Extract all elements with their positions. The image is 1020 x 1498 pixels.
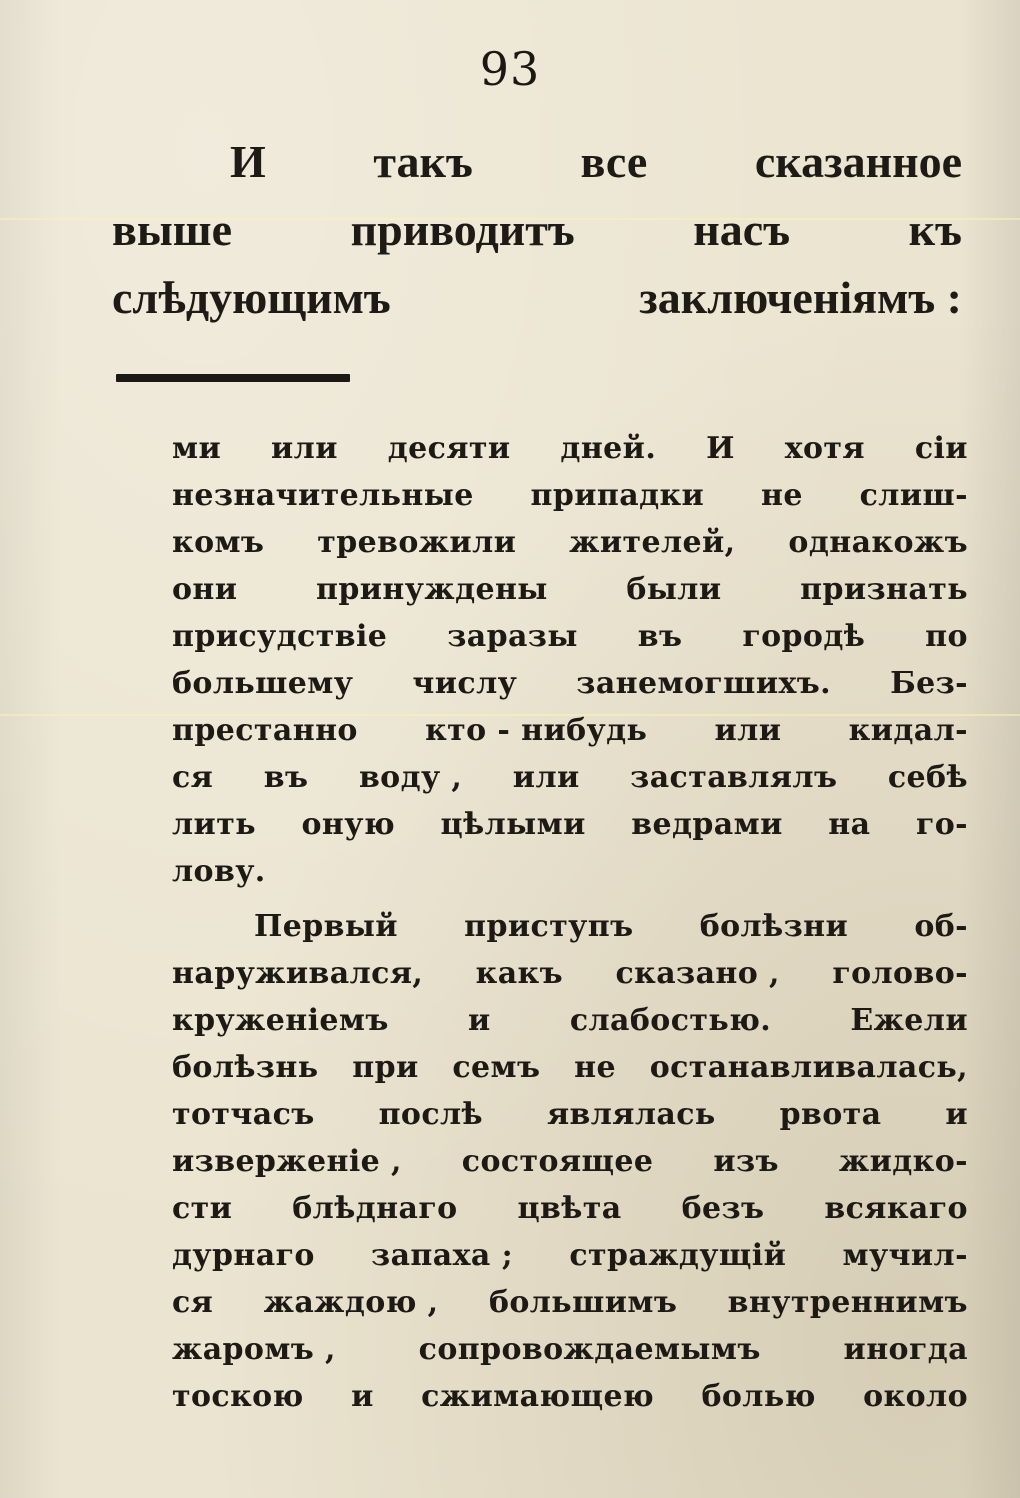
word: на	[828, 807, 871, 842]
word: присудствіе	[172, 619, 388, 654]
word: однакожъ	[788, 525, 968, 560]
word: воду ,	[358, 760, 463, 795]
word: дурнаго	[172, 1238, 315, 1273]
word: престанно	[172, 713, 358, 748]
word: ми	[172, 431, 222, 466]
heading-text-line	[112, 128, 962, 196]
word: все	[580, 136, 648, 187]
word: тотчасъ	[172, 1097, 315, 1132]
word: кто - нибудь	[425, 713, 648, 748]
word: въ	[637, 619, 683, 654]
word: тоскою	[172, 1379, 304, 1414]
word: заразы	[447, 619, 578, 654]
word: цвѣта	[517, 1191, 622, 1226]
word: дней.	[560, 431, 657, 466]
word: сти	[172, 1191, 233, 1226]
word: къ	[908, 204, 962, 255]
paragraph-1-line	[172, 754, 968, 801]
word: сказанное	[754, 136, 962, 187]
word: признать	[800, 572, 968, 607]
upper-text-block	[112, 128, 962, 332]
word: лову.	[172, 854, 266, 889]
word: лить	[172, 807, 256, 842]
paragraph-1-line	[172, 707, 968, 754]
word: жидко-	[838, 1144, 968, 1179]
paragraph-1-line	[172, 425, 968, 472]
word: голово-	[832, 956, 968, 991]
word: сіи	[914, 431, 968, 466]
word: являлась	[546, 1097, 716, 1132]
word: внутреннимъ	[727, 1285, 968, 1320]
paragraph-2-line	[172, 903, 968, 950]
word: большему	[172, 666, 354, 701]
paragraph-2-line	[172, 1373, 968, 1420]
word: ведрами	[631, 807, 783, 842]
word: безъ	[681, 1191, 765, 1226]
word: сопровождаемымъ	[418, 1332, 761, 1367]
word: или	[512, 760, 580, 795]
word: ся	[172, 1285, 214, 1320]
paragraph-2-line	[172, 997, 968, 1044]
word: изъ	[713, 1144, 779, 1179]
word: принуждены	[316, 572, 548, 607]
word: выше	[112, 204, 233, 255]
word: останавливалась,	[649, 1050, 968, 1085]
word: ся	[172, 760, 214, 795]
paragraph-1-line	[172, 472, 968, 519]
word: страждущій	[569, 1238, 787, 1273]
word: состоящее	[461, 1144, 654, 1179]
word: при	[352, 1050, 419, 1085]
word: насъ	[693, 204, 791, 255]
paragraph-1-line	[172, 801, 968, 848]
word: послѣ	[378, 1097, 484, 1132]
word: комъ	[172, 525, 265, 560]
word: наруживался,	[172, 956, 424, 991]
word: не	[574, 1050, 616, 1085]
word: Ежели	[850, 1003, 968, 1038]
word: об-	[914, 909, 968, 944]
paragraph-gap	[172, 895, 968, 903]
word: или	[271, 431, 338, 466]
paragraph-2-line	[172, 1044, 968, 1091]
paragraph-2-line	[172, 1185, 968, 1232]
word: И	[230, 136, 266, 187]
word: жаждою ,	[263, 1285, 439, 1320]
word: большимъ	[488, 1285, 678, 1320]
word: и	[945, 1097, 968, 1132]
paragraph-2-line	[172, 950, 968, 997]
section-divider-rule	[116, 374, 350, 382]
paragraph-1-line	[172, 519, 968, 566]
paragraph-2-line	[172, 1138, 968, 1185]
word: около	[863, 1379, 968, 1414]
word: они	[172, 572, 238, 607]
word: или	[714, 713, 782, 748]
word: себѣ	[887, 760, 968, 795]
paragraph-2-line	[172, 1091, 968, 1138]
word: незначительные	[172, 478, 474, 513]
word: и	[351, 1379, 374, 1414]
paragraph-2-line	[172, 1279, 968, 1326]
heading-text-line	[112, 196, 962, 264]
word: семъ	[452, 1050, 541, 1085]
word: слиш-	[859, 478, 968, 513]
word: городѣ	[742, 619, 866, 654]
paragraph-1-line	[172, 660, 968, 707]
word: тревожили	[317, 525, 517, 560]
word: сжимающею	[421, 1379, 655, 1414]
word: заключеніямъ :	[639, 272, 962, 323]
page-number: 93	[479, 42, 541, 96]
word: И	[706, 431, 735, 466]
word: болѣзни	[699, 909, 849, 944]
word: го-	[915, 807, 968, 842]
body-text-block	[172, 425, 968, 1420]
word: жаромъ ,	[172, 1332, 336, 1367]
paragraph-1-line	[172, 613, 968, 660]
word: круженіемъ	[172, 1003, 389, 1038]
word: слѣдующимъ	[112, 272, 391, 323]
word: всякаго	[824, 1191, 968, 1226]
word: занемогшихъ.	[576, 666, 832, 701]
word: числу	[412, 666, 518, 701]
paragraph-1-line	[172, 566, 968, 613]
word: блѣднаго	[292, 1191, 458, 1226]
word: были	[626, 572, 722, 607]
word: въ	[263, 760, 309, 795]
word: не	[760, 478, 803, 513]
word: Без-	[890, 666, 968, 701]
heading-text-line	[112, 264, 962, 332]
word: изверженіе ,	[172, 1144, 402, 1179]
word: иногда	[843, 1332, 968, 1367]
word: рвота	[779, 1097, 882, 1132]
word: приводитъ	[350, 204, 575, 255]
word: болѣзнь	[172, 1050, 319, 1085]
word: заставлялъ	[630, 760, 838, 795]
paragraph-1-line	[172, 848, 968, 895]
word: болью	[701, 1379, 816, 1414]
paragraph-2-line	[172, 1232, 968, 1279]
word: слабостью.	[569, 1003, 772, 1038]
word: хотя	[784, 431, 865, 466]
word: Первый	[254, 909, 398, 944]
word: запаха ;	[371, 1238, 514, 1273]
word: сказано ,	[615, 956, 780, 991]
word: жителей,	[569, 525, 736, 560]
word: и	[467, 1003, 491, 1038]
word: по	[925, 619, 968, 654]
word: припадки	[530, 478, 705, 513]
word: приступъ	[464, 909, 634, 944]
word: какъ	[475, 956, 564, 991]
word: кидал-	[848, 713, 968, 748]
word: мучил-	[842, 1238, 968, 1273]
paragraph-2-line	[172, 1326, 968, 1373]
word: десяти	[387, 431, 511, 466]
word: оную	[301, 807, 396, 842]
word: такъ	[373, 136, 473, 187]
word: цѣлыми	[440, 807, 586, 842]
